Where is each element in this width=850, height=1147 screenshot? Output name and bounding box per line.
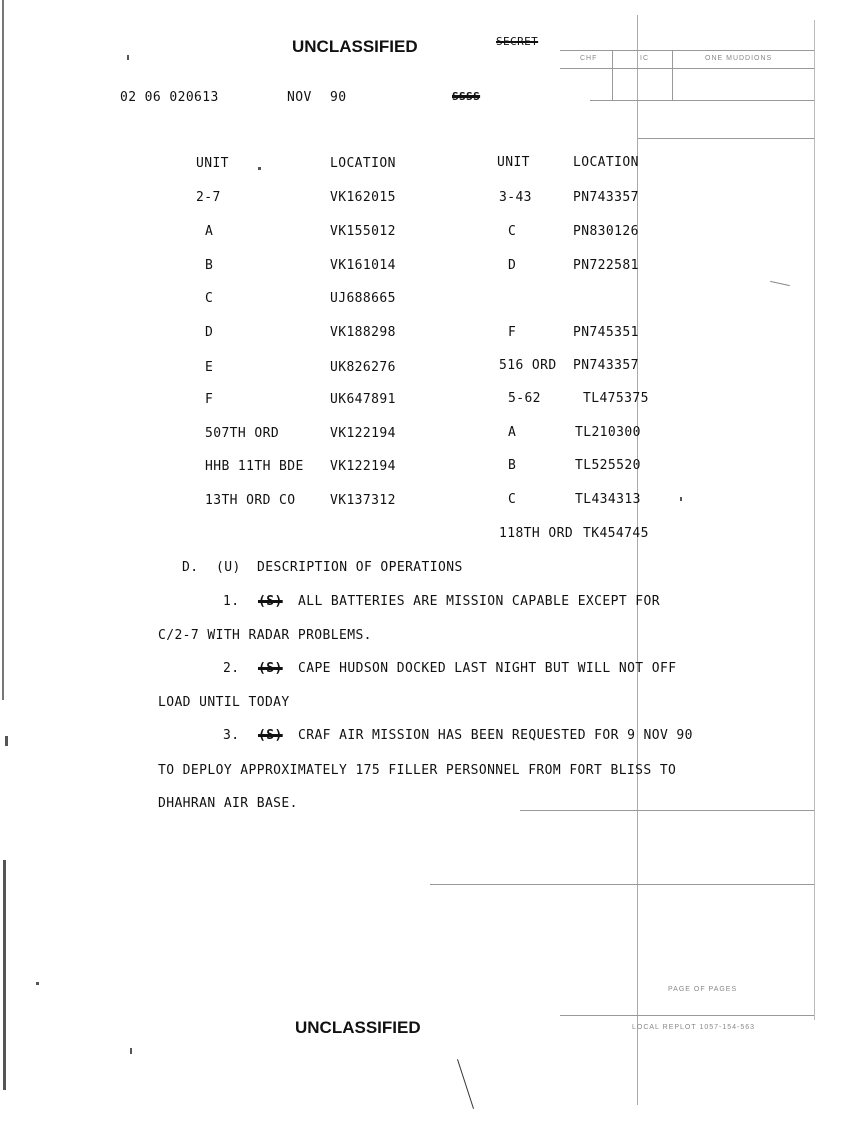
- right-unit-2: D: [508, 258, 517, 273]
- right-location-1: PN830126: [573, 224, 639, 239]
- right-location-2: PN722581: [573, 258, 639, 273]
- item-3-marking: (S): [258, 728, 283, 743]
- left-unit-1: A: [205, 224, 214, 239]
- original-marking: SECRET: [496, 35, 539, 48]
- item-2-number: 2.: [223, 661, 240, 676]
- left-unit-8: HHB 11TH BDE: [205, 459, 304, 474]
- left-location-5: UK826276: [330, 360, 396, 375]
- classification-top: UNCLASSIFIED: [292, 37, 418, 56]
- scan-speck: [36, 982, 39, 985]
- item-3-line3: DHAHRAN AIR BASE.: [158, 796, 298, 811]
- right-location-3: PN745351: [573, 325, 639, 340]
- scan-speck: [680, 497, 682, 501]
- item-3-line1: CRAF AIR MISSION HAS BEEN REQUESTED FOR 9 NOV 90: [298, 728, 693, 743]
- scan-speck: [127, 55, 129, 60]
- form-box-left: CHF: [580, 55, 598, 62]
- form-rule-top: [560, 50, 815, 51]
- right-location-4: PN743357: [573, 358, 639, 373]
- section-class: (U): [216, 560, 241, 575]
- item-1-number: 1.: [223, 594, 240, 609]
- scan-speck: [130, 1048, 132, 1054]
- left-location-9: VK137312: [330, 493, 396, 508]
- right-location-6: TL210300: [575, 425, 641, 440]
- right-location-5: TL475375: [583, 391, 649, 406]
- left-location-0: VK162015: [330, 190, 396, 205]
- item-3-number: 3.: [223, 728, 240, 743]
- classification-bottom: UNCLASSIFIED: [295, 1018, 421, 1037]
- left-location-6: UK647891: [330, 392, 396, 407]
- item-3-line2: TO DEPLOY APPROXIMATELY 175 FILLER PERSONNEL FROM FORT BLISS TO: [158, 763, 677, 778]
- right-unit-8: C: [508, 492, 517, 507]
- scan-speck: [5, 736, 8, 746]
- left-location-8: VK122194: [330, 459, 396, 474]
- right-unit-1: C: [508, 224, 517, 239]
- scan-speck: [258, 167, 261, 170]
- right-unit-7: B: [508, 458, 517, 473]
- left-unit-9: 13TH ORD CO: [205, 493, 296, 508]
- scan-left-edge: [2, 0, 4, 700]
- item-2-line2: LOAD UNTIL TODAY: [158, 695, 290, 710]
- left-location-header: LOCATION: [330, 156, 396, 171]
- right-location-9: TK454745: [583, 526, 649, 541]
- dtg: 02 06 020613: [120, 90, 219, 105]
- right-unit-5: 5-62: [508, 391, 541, 406]
- form-rule-6: [430, 884, 815, 885]
- right-location-7: TL525520: [575, 458, 641, 473]
- left-location-2: VK161014: [330, 258, 396, 273]
- month: NOV: [287, 90, 312, 105]
- right-unit-9: 118TH ORD: [499, 526, 574, 541]
- right-unit-3: F: [508, 325, 517, 340]
- item-2-marking: (S): [258, 661, 283, 676]
- form-divider-1: [612, 50, 613, 100]
- fold-line: [637, 15, 638, 1105]
- form-rule-4: [638, 138, 815, 139]
- right-location-header: LOCATION: [573, 155, 639, 170]
- scan-speck: [770, 281, 790, 286]
- section-letter: D.: [182, 560, 199, 575]
- left-location-4: VK188298: [330, 325, 396, 340]
- right-unit-6: A: [508, 425, 517, 440]
- right-unit-header: UNIT: [497, 155, 530, 170]
- form-rule-7: [560, 1015, 815, 1016]
- left-unit-3: C: [205, 291, 214, 306]
- year: 90: [330, 90, 347, 105]
- form-label: PAGE OF PAGES: [668, 986, 738, 993]
- section-title: DESCRIPTION OF OPERATIONS: [257, 560, 463, 575]
- item-1-line2: C/2-7 WITH RADAR PROBLEMS.: [158, 628, 372, 643]
- left-location-3: UJ688665: [330, 291, 396, 306]
- left-unit-0: 2-7: [196, 190, 221, 205]
- left-unit-header: UNIT: [196, 156, 229, 171]
- right-location-0: PN743357: [573, 190, 639, 205]
- pen-stroke: [457, 1059, 474, 1109]
- left-unit-7: 507TH ORD: [205, 426, 280, 441]
- form-rule-5: [520, 810, 815, 811]
- form-rule-2: [560, 68, 815, 69]
- item-1-marking: (S): [258, 594, 283, 609]
- left-unit-2: B: [205, 258, 214, 273]
- form-rule-3: [590, 100, 815, 101]
- left-unit-5: E: [205, 360, 214, 375]
- form-box-mid: IC: [640, 55, 649, 62]
- item-2-line1: CAPE HUDSON DOCKED LAST NIGHT BUT WILL NOT OFF: [298, 661, 677, 676]
- left-unit-6: F: [205, 392, 214, 407]
- right-location-8: TL434313: [575, 492, 641, 507]
- form-stamp: LOCAL REPLOT 1057-154-563: [632, 1024, 756, 1031]
- redacted-marking: SSSS: [452, 90, 481, 103]
- right-unit-0: 3-43: [499, 190, 532, 205]
- scan-left-edge-lower: [3, 860, 6, 1090]
- form-divider-2: [672, 50, 673, 100]
- left-location-7: VK122194: [330, 426, 396, 441]
- item-1-line1: ALL BATTERIES ARE MISSION CAPABLE EXCEPT FOR: [298, 594, 660, 609]
- form-box-right: ONE MUDDIONS: [705, 55, 773, 62]
- form-divider-right: [814, 20, 815, 1020]
- left-location-1: VK155012: [330, 224, 396, 239]
- left-unit-4: D: [205, 325, 214, 340]
- right-unit-4: 516 ORD: [499, 358, 557, 373]
